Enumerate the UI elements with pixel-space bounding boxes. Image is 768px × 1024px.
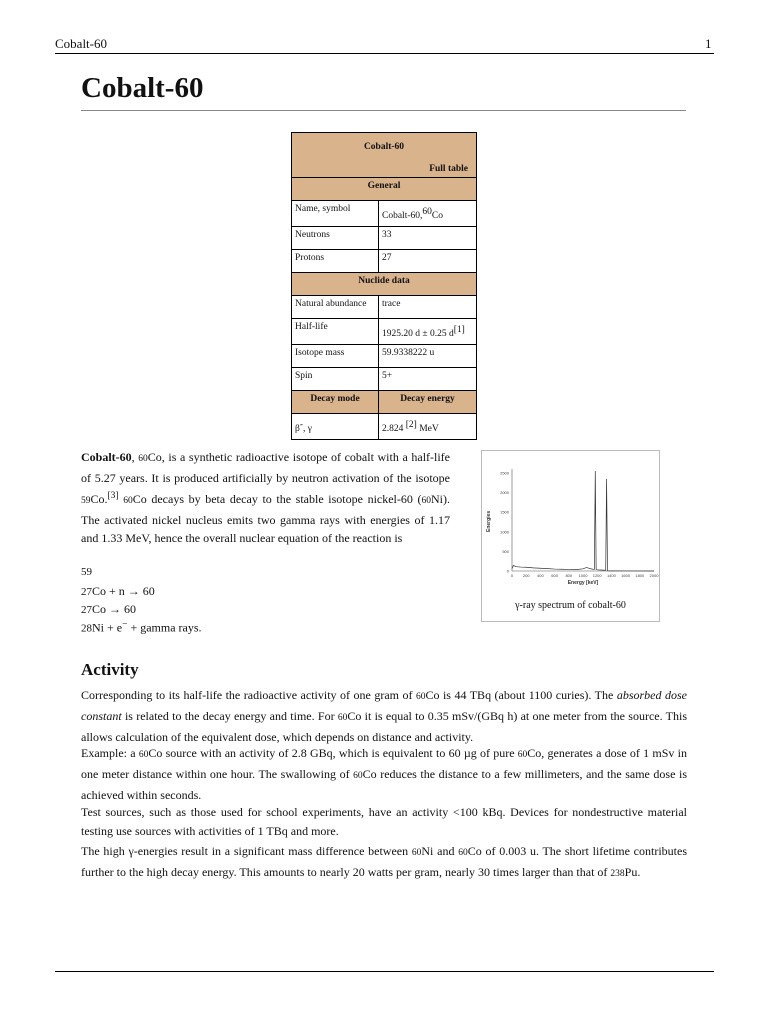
citation-link[interactable]: [2] — [405, 420, 417, 430]
infobox-title-row — [292, 133, 477, 178]
infobox-label: Name, symbol — [292, 201, 379, 227]
page-number: 1 — [705, 36, 712, 51]
infobox-value: trace — [379, 296, 477, 319]
equation-line: 59 — [81, 566, 92, 578]
y-tick-label: 1500 — [500, 509, 509, 515]
infobox-value: 59.9338222 u — [379, 345, 477, 368]
infobox-label: Neutrons — [292, 227, 379, 250]
infobox-value: 1925.20 d ± 0.25 d[1] — [379, 319, 477, 345]
y-tick-label: 2500 — [500, 470, 509, 476]
infobox-label: Natural abundance — [292, 296, 379, 319]
infobox-value: β-, γ — [292, 414, 379, 440]
x-tick-label: 600 — [551, 573, 558, 578]
infobox-col-decay-mode: Decay mode — [292, 391, 379, 414]
lead-paragraph: Cobalt-60, 60Co, is a synthetic radioactive isotope of cobalt with a half-life of 5.27 years. It is produced artificially by neutron activation of the isotope 59Co.[3] 60Co decays by beta decay to the stable isotope nickel-60 (60Ni). The activated nickel nucleus emits two gamma rays with energies of 1.17 and 1.33 MeV, hence the overall nuclear equation of the reaction is — [81, 450, 451, 545]
section-heading-activity: Activity — [81, 660, 139, 679]
title-rule — [81, 110, 686, 111]
infobox-label: Half-life — [292, 319, 379, 345]
x-tick-label: 400 — [537, 573, 544, 578]
infobox-value: Cobalt-60,60Co — [379, 201, 477, 227]
activity-paragraph-3: Test sources, such as those used for school experiments, have an activity <100 kBq. Devices for nondestructive material testing use sources with activities of 1 TBq and more. — [81, 805, 687, 838]
spectrum-figure — [481, 450, 660, 622]
infobox-title: Cobalt-60 — [363, 142, 405, 152]
x-tick-label: 800 — [565, 573, 573, 578]
activity-paragraph-4: The high γ-energies result in a significant mass difference between 60Ni and 60Co of 0.003 u. The short lifetime contributes further to the high decay energy. This amounts to nearly 20 watts per gram, nearly 30 times larger than that of 238Pu. — [81, 844, 688, 879]
x-tick-label: 1400 — [606, 573, 616, 578]
x-tick-label: 1000 — [578, 573, 588, 578]
x-tick-label: 1800 — [635, 573, 645, 578]
x-tick-label: 1600 — [621, 573, 631, 578]
spectrum-chart — [482, 451, 659, 596]
infobox-section-general: General — [292, 178, 477, 201]
full-table-link[interactable]: Full table — [429, 164, 468, 174]
x-tick-label: 0 — [510, 573, 514, 578]
citation-link[interactable]: [3] — [107, 491, 119, 501]
x-tick-label: 1200 — [592, 573, 602, 578]
y-tick-label: 0 — [506, 568, 509, 574]
infobox — [291, 132, 477, 440]
x-axis-label: Energy [keV] — [567, 580, 599, 586]
y-tick-label: 500 — [502, 548, 509, 554]
header-title: Cobalt-60 — [55, 36, 107, 51]
infobox-section-nuclide: Nuclide data — [292, 273, 477, 296]
infobox-label: Spin — [292, 368, 379, 391]
header-rule — [55, 53, 714, 54]
activity-paragraph-1: Corresponding to its half-life the radioactive activity of one gram of 60Co is 44 TBq (about 1100 curies). The absorbed dose constant is related to the decay energy and time. For 60Co it is equal to 0.35 mSv/(GBq h) at one meter from the source. This allows calculation of the equivalent dose, which depends on distance and activity. — [81, 688, 688, 744]
infobox-col-decay-energy: Decay energy — [379, 391, 477, 414]
infobox-value: 5+ — [379, 368, 477, 391]
footer-rule — [55, 971, 714, 972]
citation-link[interactable]: [1] — [453, 325, 465, 335]
infobox-label: Isotope mass — [292, 345, 379, 368]
x-tick-label: 200 — [522, 573, 530, 578]
equation-line: 27Co + n → 60 — [81, 584, 155, 598]
equation-line: 27Co → 60 — [81, 602, 137, 616]
absorbed-dose-link[interactable]: absorbed dose constant — [81, 688, 687, 723]
infobox-label: Protons — [292, 250, 379, 273]
y-tick-label: 2000 — [500, 490, 509, 496]
activity-paragraph-2: Example: a 60Co source with an activity of 2.8 GBq, which is equivalent to 60 µg of pure 60Co, generates a dose of 1 mSv in one meter distance within one hour. The swallowing of 60Co reduces the distance to a few millimeters, and the same dose is achieved within seconds. — [81, 746, 688, 802]
x-tick-label: 2000 — [649, 573, 659, 578]
spectrum-line — [512, 471, 654, 571]
equation-line: 28Ni + e− + gamma rays. — [81, 620, 202, 635]
page-title: Cobalt-60 — [81, 72, 204, 104]
infobox-value: 2.824 [2] MeV — [379, 414, 477, 440]
infobox-value: 33 — [379, 227, 477, 250]
y-tick-label: 1000 — [500, 529, 509, 535]
figure-caption: γ-ray spectrum of cobalt-60 — [515, 600, 626, 611]
y-axis-label: Energies — [486, 510, 492, 532]
infobox-value: 27 — [379, 250, 477, 273]
